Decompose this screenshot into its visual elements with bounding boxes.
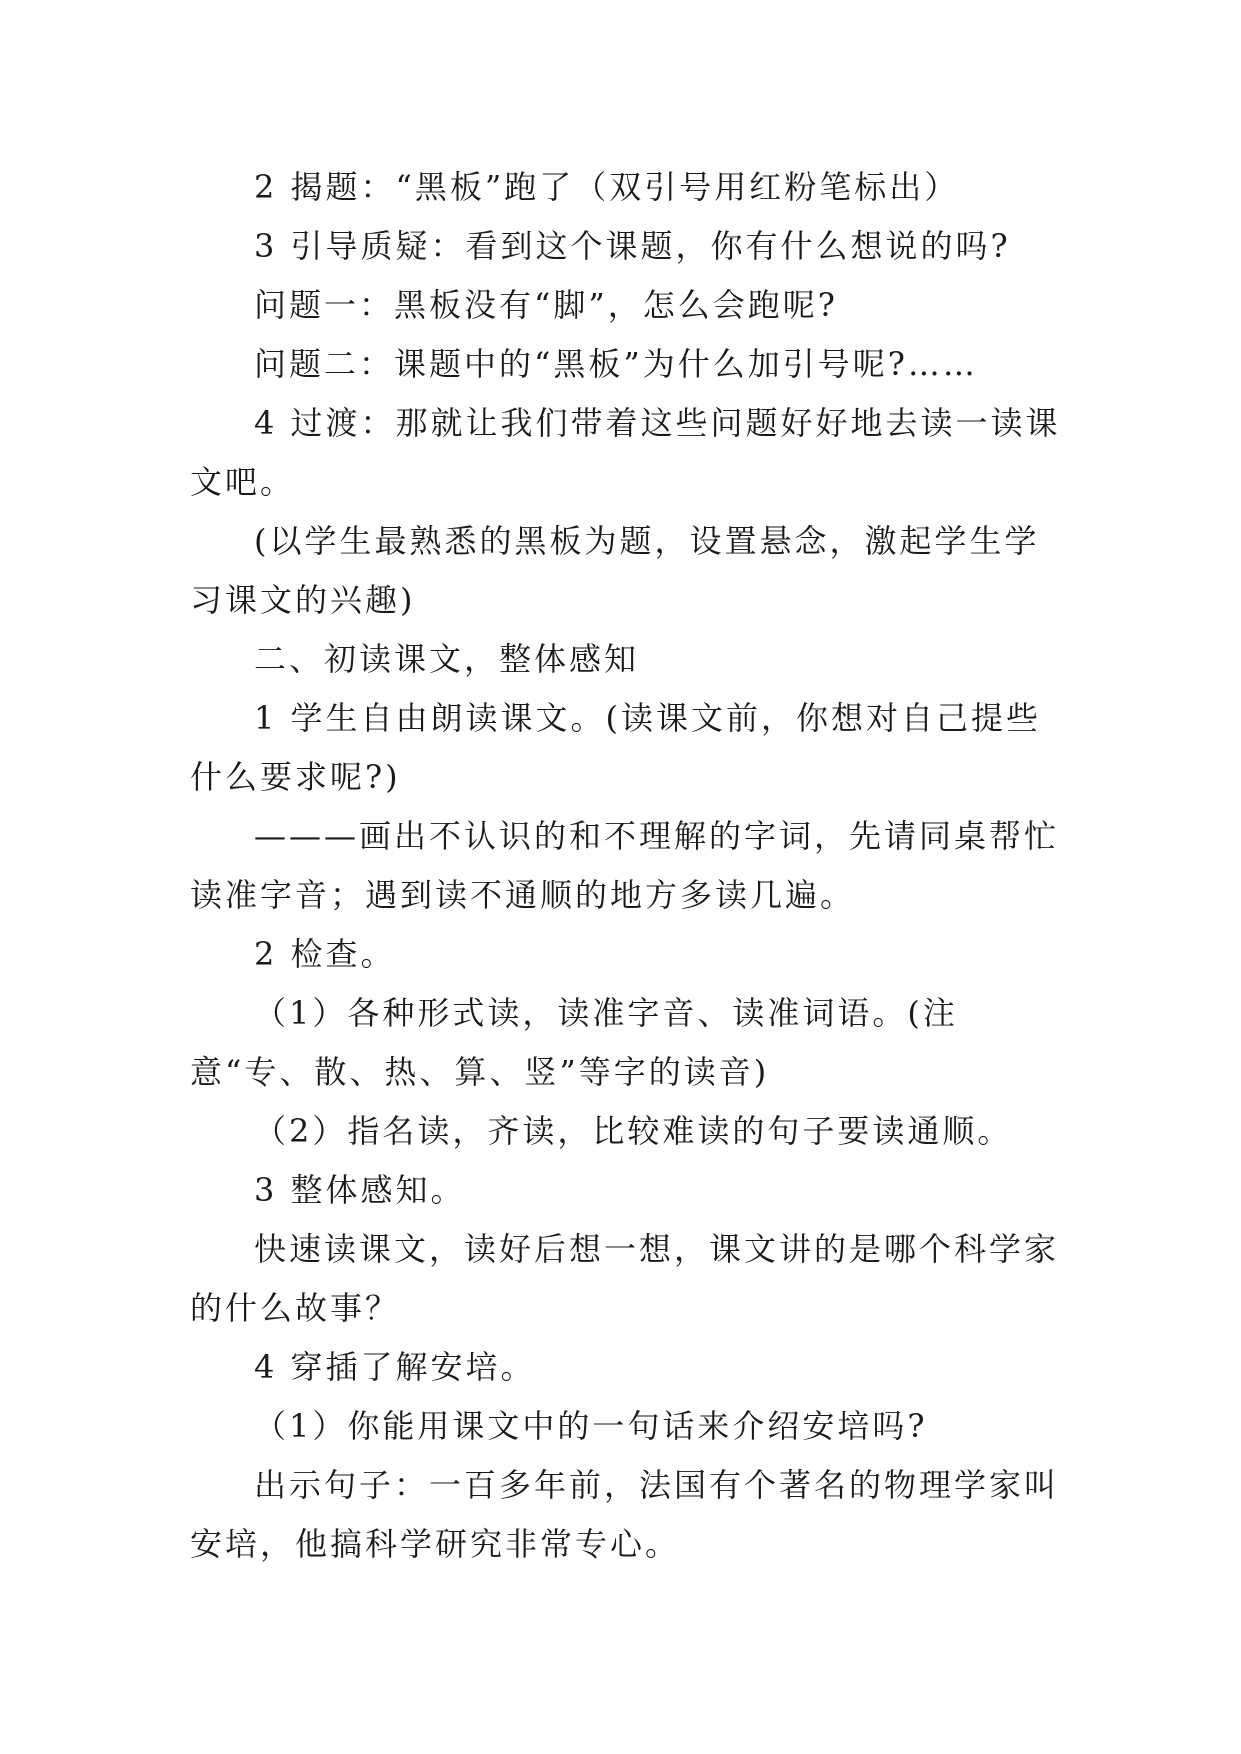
document-body — [190, 158, 1070, 1574]
paragraph: 2 揭题：“黑板”跑了（双引号用红粉笔标出） — [254, 168, 960, 206]
paragraph: ———画出不认识的和不理解的字词，先请同桌帮忙读准字音；遇到读不通顺的地方多读几遍。 — [190, 817, 1060, 914]
paragraph: 问题一：黑板没有“脚”，怎么会跑呢? — [254, 286, 838, 324]
paragraph: 4 过渡：那就让我们带着这些问题好好地去读一读课文吧。 — [190, 404, 1061, 501]
paragraph: 3 引导质疑：看到这个课题，你有什么想说的吗? — [254, 227, 1011, 265]
paragraph: 4 穿插了解安培。 — [254, 1348, 536, 1386]
paragraph: （2）指名读，齐读，比较难读的句子要读通顺。 — [254, 1112, 1013, 1150]
paragraph: (以学生最熟悉的黑板为题，设置悬念，激起学生学习课文的兴趣) — [190, 522, 1040, 619]
paragraph: （1）你能用课文中的一句话来介绍安培吗? — [254, 1407, 928, 1445]
paragraph: 1 学生自由朗读课文。(读课文前，你想对自己提些什么要求呢?) — [190, 699, 1042, 796]
paragraph: 3 整体感知。 — [254, 1171, 466, 1209]
paragraph: 问题二：课题中的“黑板”为什么加引号呢?…… — [254, 345, 978, 383]
paragraph: （1）各种形式读，读准字音、读准词语。(注意“专、散、热、算、竖”等字的读音) — [190, 994, 958, 1091]
paragraph: 2 检查。 — [254, 935, 396, 973]
paragraph: 出示句子：一百多年前，法国有个著名的物理学家叫安培，他搞科学研究非常专心。 — [190, 1466, 1060, 1563]
section-heading: 二、初读课文，整体感知 — [254, 640, 640, 678]
paragraph: 快速读课文，读好后想一想，课文讲的是哪个科学家的什么故事？ — [190, 1230, 1060, 1327]
